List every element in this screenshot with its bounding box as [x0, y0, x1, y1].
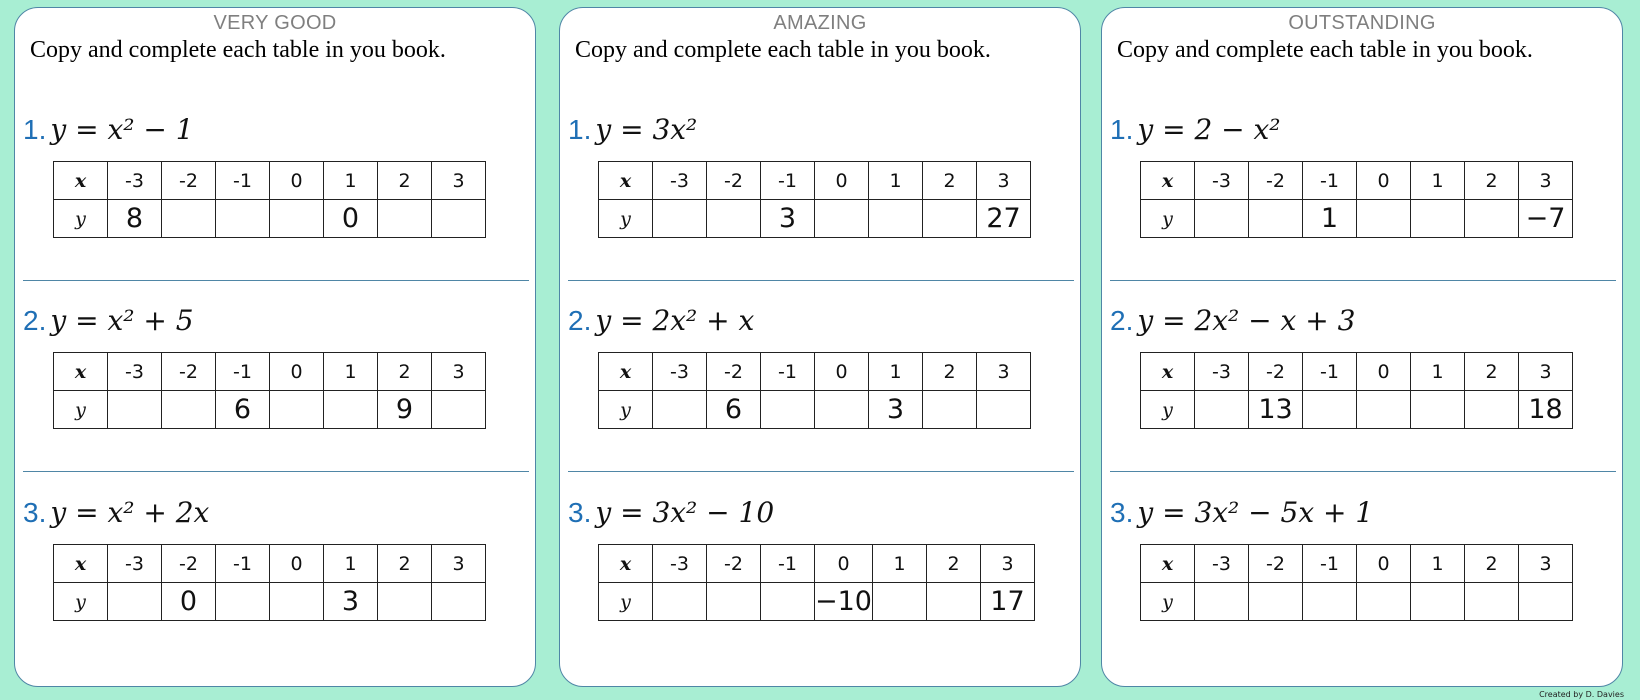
x-value-cell: 3 [432, 162, 486, 200]
y-row [599, 200, 1031, 238]
x-row [599, 545, 1035, 583]
y-value-cell [923, 391, 977, 429]
question-equation: y = 2x² + x [595, 304, 755, 337]
x-value-cell: 2 [926, 545, 980, 583]
y-value-cell [1411, 391, 1465, 429]
worksheet-card [559, 7, 1081, 687]
y-value-cell [923, 200, 977, 238]
x-value-cell: -1 [761, 545, 815, 583]
y-value-cell [707, 583, 761, 621]
x-value-cell: -1 [1303, 545, 1357, 583]
y-label: y [1141, 391, 1195, 429]
y-value-cell [270, 391, 324, 429]
x-value-cell: -3 [653, 353, 707, 391]
question-equation: y = x² + 2x [50, 496, 210, 529]
y-value-cell: 0 [324, 200, 378, 238]
x-value-cell: 3 [432, 353, 486, 391]
question-header [1110, 306, 1355, 336]
x-label: x [599, 545, 653, 583]
y-value-cell [653, 200, 707, 238]
y-row [54, 583, 486, 621]
x-value-cell: -1 [216, 545, 270, 583]
x-value-cell: 0 [1357, 162, 1411, 200]
y-value-cell [653, 583, 707, 621]
instruction-text: Copy and complete each table in you book. [575, 37, 991, 63]
x-value-cell: -1 [216, 162, 270, 200]
section-divider [568, 471, 1074, 472]
x-value-cell: -2 [162, 545, 216, 583]
y-row [1141, 391, 1573, 429]
x-value-cell: 3 [1519, 162, 1573, 200]
x-value-cell: 2 [1465, 545, 1519, 583]
x-value-cell: 0 [270, 353, 324, 391]
x-value-cell: 0 [815, 545, 873, 583]
x-value-cell: 0 [815, 162, 869, 200]
x-value-cell: 0 [1357, 545, 1411, 583]
y-value-cell [1303, 583, 1357, 621]
x-value-cell: -3 [653, 162, 707, 200]
y-value-cell [270, 200, 324, 238]
y-value-cell [815, 200, 869, 238]
y-value-cell [378, 583, 432, 621]
x-value-cell: -2 [707, 545, 761, 583]
question-header [1110, 498, 1373, 528]
y-label: y [1141, 583, 1195, 621]
worksheet-card [1101, 7, 1623, 687]
y-value-cell [108, 391, 162, 429]
y-value-cell [216, 200, 270, 238]
section-divider [1110, 280, 1616, 281]
y-label: y [599, 391, 653, 429]
question-header [568, 306, 754, 336]
x-row [599, 162, 1031, 200]
x-value-cell: -3 [108, 353, 162, 391]
y-value-cell: 27 [977, 200, 1031, 238]
question-number: 1. [568, 114, 592, 145]
y-value-cell [1195, 583, 1249, 621]
x-value-cell: 0 [270, 545, 324, 583]
y-value-cell [977, 391, 1031, 429]
y-value-cell [108, 583, 162, 621]
y-value-cell [216, 583, 270, 621]
x-value-cell: 1 [869, 353, 923, 391]
y-value-cell [324, 391, 378, 429]
x-value-cell: -3 [1195, 353, 1249, 391]
x-value-cell: 2 [923, 353, 977, 391]
y-value-cell: −7 [1519, 200, 1573, 238]
y-value-cell [1519, 583, 1573, 621]
x-row [54, 353, 486, 391]
x-label: x [54, 162, 108, 200]
question-header [23, 306, 194, 336]
values-table [1140, 161, 1573, 238]
y-value-cell: 18 [1519, 391, 1573, 429]
x-value-cell: -1 [761, 353, 815, 391]
values-table [53, 161, 486, 238]
x-value-cell: -1 [761, 162, 815, 200]
x-value-cell: 3 [1519, 353, 1573, 391]
x-value-cell: 3 [432, 545, 486, 583]
card-heading: VERY GOOD [213, 12, 337, 34]
x-value-cell: -3 [1195, 162, 1249, 200]
question-equation: y = x² + 5 [50, 304, 194, 337]
y-value-cell [162, 200, 216, 238]
values-table [598, 352, 1031, 429]
y-row [54, 391, 486, 429]
question-header [568, 498, 774, 528]
x-value-cell: 2 [378, 353, 432, 391]
x-value-cell: 0 [815, 353, 869, 391]
question-equation: y = 3x² − 10 [595, 496, 775, 529]
x-value-cell: -1 [1303, 162, 1357, 200]
y-value-cell: 3 [761, 200, 815, 238]
x-value-cell: 1 [324, 353, 378, 391]
question-header [568, 115, 697, 145]
y-label: y [54, 583, 108, 621]
y-row [599, 391, 1031, 429]
question-number: 1. [23, 114, 47, 145]
y-row [1141, 583, 1573, 621]
credit-text: Created by D. Davies [1539, 690, 1624, 699]
x-value-cell: 2 [1465, 353, 1519, 391]
y-value-cell [1465, 583, 1519, 621]
x-value-cell: 1 [324, 545, 378, 583]
x-value-cell: -3 [108, 545, 162, 583]
y-value-cell [1195, 200, 1249, 238]
x-value-cell: 1 [869, 162, 923, 200]
y-value-cell [1465, 391, 1519, 429]
y-value-cell: 6 [216, 391, 270, 429]
y-value-cell [872, 583, 926, 621]
section-divider [1110, 471, 1616, 472]
y-value-cell: −10 [815, 583, 873, 621]
x-value-cell: 3 [977, 353, 1031, 391]
values-table [1140, 544, 1573, 621]
x-row [599, 353, 1031, 391]
y-value-cell: 9 [378, 391, 432, 429]
values-table [598, 161, 1031, 238]
y-value-cell: 17 [980, 583, 1034, 621]
x-value-cell: -3 [653, 545, 707, 583]
question-equation: y = 3x² [595, 113, 698, 146]
question-header [1110, 115, 1281, 145]
x-value-cell: 1 [1411, 162, 1465, 200]
instruction-text: Copy and complete each table in you book. [1117, 37, 1533, 63]
x-label: x [1141, 353, 1195, 391]
x-value-cell: -2 [1249, 545, 1303, 583]
worksheet-card [14, 7, 536, 687]
x-value-cell: 0 [270, 162, 324, 200]
x-row [54, 545, 486, 583]
y-label: y [54, 391, 108, 429]
values-table [53, 352, 486, 429]
x-value-cell: -1 [1303, 353, 1357, 391]
x-value-cell: -3 [108, 162, 162, 200]
y-value-cell [815, 391, 869, 429]
y-value-cell [1465, 200, 1519, 238]
x-label: x [599, 353, 653, 391]
y-value-cell: 0 [162, 583, 216, 621]
y-value-cell [270, 583, 324, 621]
section-divider [23, 280, 529, 281]
x-value-cell: 0 [1357, 353, 1411, 391]
values-table [53, 544, 486, 621]
y-value-cell [1411, 200, 1465, 238]
y-value-cell: 6 [707, 391, 761, 429]
x-value-cell: -3 [1195, 545, 1249, 583]
x-value-cell: 1 [1411, 545, 1465, 583]
y-value-cell [761, 583, 815, 621]
x-row [54, 162, 486, 200]
y-label: y [1141, 200, 1195, 238]
question-number: 3. [568, 497, 592, 528]
y-value-cell: 13 [1249, 391, 1303, 429]
question-number: 2. [568, 305, 592, 336]
y-value-cell [1357, 200, 1411, 238]
y-value-cell [162, 391, 216, 429]
question-equation: y = 2 − x² [1137, 113, 1281, 146]
y-value-cell [432, 200, 486, 238]
y-value-cell [1249, 583, 1303, 621]
y-value-cell [1303, 391, 1357, 429]
y-value-cell [1411, 583, 1465, 621]
question-number: 3. [1110, 497, 1134, 528]
card-heading: AMAZING [773, 12, 867, 34]
y-value-cell [1357, 583, 1411, 621]
question-header [23, 115, 194, 145]
question-equation: y = 2x² − x + 3 [1137, 304, 1356, 337]
x-value-cell: 3 [977, 162, 1031, 200]
y-value-cell [378, 200, 432, 238]
x-value-cell: -2 [162, 353, 216, 391]
y-row [599, 583, 1035, 621]
y-value-cell: 3 [869, 391, 923, 429]
x-value-cell: -2 [1249, 353, 1303, 391]
section-divider [23, 471, 529, 472]
x-value-cell: -2 [162, 162, 216, 200]
values-table [598, 544, 1035, 621]
y-value-cell [869, 200, 923, 238]
instruction-text: Copy and complete each table in you book. [30, 37, 446, 63]
y-label: y [599, 200, 653, 238]
x-value-cell: 3 [1519, 545, 1573, 583]
y-value-cell [1249, 200, 1303, 238]
section-divider [568, 280, 1074, 281]
x-value-cell: 1 [1411, 353, 1465, 391]
question-number: 1. [1110, 114, 1134, 145]
y-value-cell [1195, 391, 1249, 429]
x-value-cell: 2 [378, 162, 432, 200]
x-value-cell: 2 [1465, 162, 1519, 200]
x-label: x [599, 162, 653, 200]
y-value-cell: 3 [324, 583, 378, 621]
y-value-cell [432, 583, 486, 621]
question-equation: y = 3x² − 5x + 1 [1137, 496, 1374, 529]
y-value-cell [926, 583, 980, 621]
x-value-cell: -2 [1249, 162, 1303, 200]
question-number: 2. [23, 305, 47, 336]
x-value-cell: -2 [707, 162, 761, 200]
x-label: x [54, 545, 108, 583]
y-value-cell: 8 [108, 200, 162, 238]
y-row [54, 200, 486, 238]
y-label: y [54, 200, 108, 238]
question-header [23, 498, 209, 528]
y-value-cell [432, 391, 486, 429]
x-value-cell: 2 [923, 162, 977, 200]
x-row [1141, 545, 1573, 583]
question-equation: y = x² − 1 [50, 113, 194, 146]
y-value-cell [707, 200, 761, 238]
question-number: 3. [23, 497, 47, 528]
x-value-cell: 2 [378, 545, 432, 583]
x-value-cell: 1 [872, 545, 926, 583]
x-row [1141, 162, 1573, 200]
y-value-cell [761, 391, 815, 429]
x-value-cell: -2 [707, 353, 761, 391]
y-value-cell [1357, 391, 1411, 429]
x-label: x [54, 353, 108, 391]
x-label: x [1141, 545, 1195, 583]
y-label: y [599, 583, 653, 621]
x-value-cell: 1 [324, 162, 378, 200]
values-table [1140, 352, 1573, 429]
card-heading: OUTSTANDING [1288, 12, 1436, 34]
x-label: x [1141, 162, 1195, 200]
x-value-cell: -1 [216, 353, 270, 391]
question-number: 2. [1110, 305, 1134, 336]
x-row [1141, 353, 1573, 391]
y-value-cell [653, 391, 707, 429]
y-row [1141, 200, 1573, 238]
y-value-cell: 1 [1303, 200, 1357, 238]
x-value-cell: 3 [980, 545, 1034, 583]
